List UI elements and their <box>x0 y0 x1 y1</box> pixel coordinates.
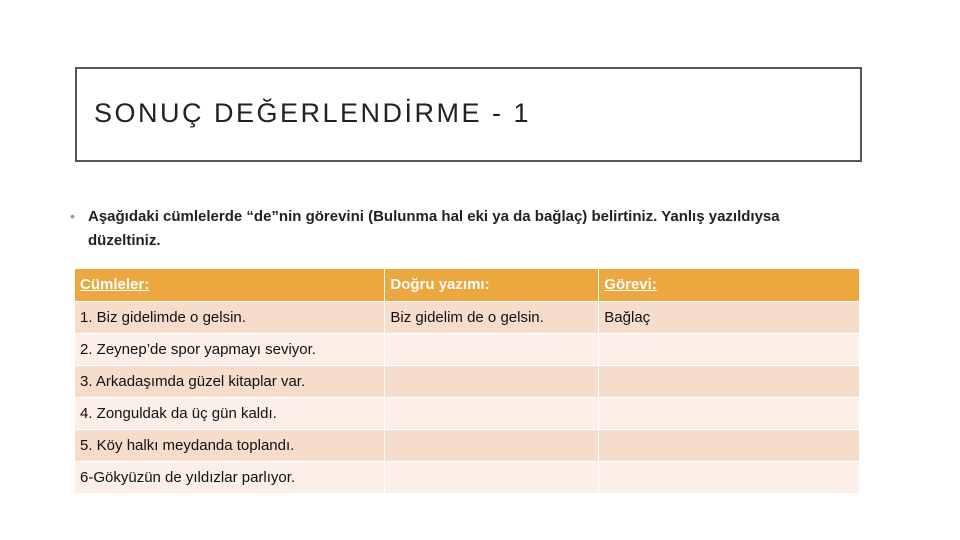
cell-sentence: 1. Biz gidelimde o gelsin. <box>75 301 385 333</box>
header-dogru-yazimi-label: Doğru yazımı: <box>390 276 490 294</box>
bullet-dot-icon: • <box>70 208 75 224</box>
table-row <box>75 333 860 365</box>
cell-function <box>599 429 860 461</box>
cell-correct-spelling <box>385 461 599 493</box>
cell-sentence: 5. Köy halkı meydanda toplandı. <box>75 429 385 461</box>
cell-function: Bağlaç <box>599 301 860 333</box>
instruction-text: Aşağıdaki cümlelerde “de”nin görevini (Bulunma hal eki ya da bağlaç) belirtiniz. Yanlış yazıldıysa düzeltiniz. <box>88 208 780 249</box>
title-box <box>75 67 862 162</box>
cell-correct-spelling: Biz gidelim de o gelsin. <box>385 301 599 333</box>
exercise-table <box>75 269 860 494</box>
table-header-row <box>75 269 860 301</box>
cell-function <box>599 365 860 397</box>
header-cumleler-label: Cümleler: <box>80 276 150 294</box>
cell-function <box>599 461 860 493</box>
cell-function <box>599 333 860 365</box>
cell-correct-spelling <box>385 365 599 397</box>
header-gorevi-label: Görevi: <box>604 276 657 294</box>
header-dogru-yazimi <box>385 269 599 301</box>
cell-correct-spelling <box>385 397 599 429</box>
cell-correct-spelling <box>385 429 599 461</box>
table-row <box>75 397 860 429</box>
cell-sentence: 3. Arkadaşımda güzel kitaplar var. <box>75 365 385 397</box>
table-row <box>75 461 860 493</box>
header-gorevi <box>599 269 860 301</box>
cell-correct-spelling <box>385 333 599 365</box>
header-cumleler <box>75 269 385 301</box>
table-row <box>75 429 860 461</box>
table-row <box>75 365 860 397</box>
cell-function <box>599 397 860 429</box>
cell-sentence: 6-Gökyüzün de yıldızlar parlıyor. <box>75 461 385 493</box>
table-row <box>75 301 860 333</box>
cell-sentence: 4. Zonguldak da üç gün kaldı. <box>75 397 385 429</box>
slide-title: SONUÇ DEĞERLENDİRME - 1 <box>94 98 532 128</box>
cell-sentence: 2. Zeynep’de spor yapmayı seviyor. <box>75 333 385 365</box>
